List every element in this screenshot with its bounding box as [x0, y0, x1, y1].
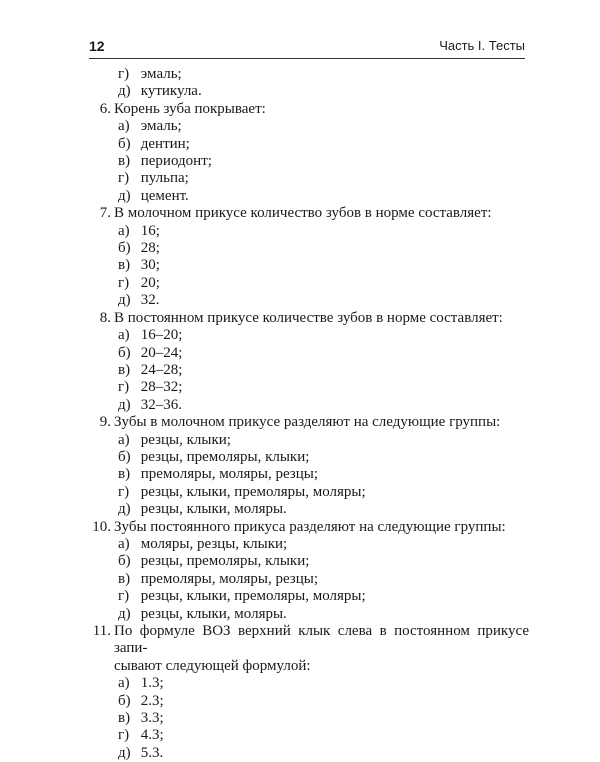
option-text: 5.3.: [140, 744, 164, 761]
option-letter: в): [118, 570, 131, 587]
question-number: 10.: [92, 518, 111, 535]
option-letter: а): [118, 327, 130, 344]
option-text: 16–20;: [140, 327, 183, 344]
option-text: премоляры, моляры, резцы;: [140, 570, 318, 587]
option: [89, 501, 529, 518]
option-letter: г): [118, 170, 130, 187]
option: [89, 275, 529, 292]
option: [89, 466, 529, 483]
option: [89, 553, 529, 570]
option-text: 16;: [140, 222, 160, 239]
question-text: В молочном прикусе количество зубов в норме составляет:: [114, 205, 492, 222]
question-line: [89, 101, 529, 118]
running-head: Часть I. Тесты: [439, 38, 525, 53]
option: [89, 693, 529, 710]
question-number: 9.: [99, 414, 111, 431]
question-line: [89, 623, 529, 658]
option-letter: а): [118, 431, 130, 448]
option: [89, 397, 529, 414]
question-text-continuation: сывают следующей формулой:: [114, 657, 311, 674]
question-line: [89, 519, 529, 536]
option-letter: в): [118, 153, 131, 170]
option-letter: а): [118, 535, 130, 552]
option: [89, 188, 529, 205]
option-text: 28;: [140, 240, 160, 257]
question-line: [89, 205, 529, 222]
question-11: [89, 623, 529, 762]
option: [89, 257, 529, 274]
option-text: 4.3;: [140, 727, 164, 744]
option-letter: д): [118, 83, 131, 100]
option-letter: а): [118, 222, 130, 239]
option-letter: б): [118, 448, 131, 465]
option-letter: д): [118, 396, 131, 413]
option-letter: б): [118, 240, 131, 257]
option: [89, 536, 529, 553]
question-8: [89, 310, 529, 414]
question-text: Зубы постоянного прикуса разделяют на следующие группы:: [114, 518, 506, 535]
option-letter: д): [118, 501, 131, 518]
option: [89, 345, 529, 362]
option-text: цемент.: [140, 187, 189, 204]
option-text: моляры, резцы, клыки;: [140, 535, 288, 552]
option-letter: а): [118, 118, 130, 135]
option-text: резцы, премоляры, клыки;: [140, 448, 310, 465]
option-text: 28–32;: [140, 379, 183, 396]
option: [89, 240, 529, 257]
option-text: эмаль;: [140, 118, 182, 135]
question-6: [89, 101, 529, 205]
option-text: дентин;: [140, 135, 190, 152]
option-letter: в): [118, 466, 131, 483]
option: [89, 675, 529, 692]
option-letter: г): [118, 588, 130, 605]
option: [89, 66, 529, 83]
option-letter: б): [118, 553, 131, 570]
question-line: [89, 414, 529, 431]
option-text: пульпа;: [140, 170, 189, 187]
option-letter: г): [118, 727, 130, 744]
option: [89, 153, 529, 170]
option-text: кутикула.: [140, 83, 202, 100]
option: [89, 136, 529, 153]
option: [89, 83, 529, 100]
option-text: резцы, клыки;: [140, 431, 231, 448]
option-text: 2.3;: [140, 692, 164, 709]
question-7: [89, 205, 529, 309]
question-number: 6.: [99, 100, 111, 117]
page-number: 12: [89, 38, 105, 54]
option-text: резцы, премоляры, клыки;: [140, 553, 310, 570]
option: [89, 292, 529, 309]
page-content: [89, 66, 529, 762]
option-letter: г): [118, 274, 130, 291]
option-text: резцы, клыки, моляры.: [140, 605, 287, 622]
option-text: эмаль;: [140, 66, 182, 82]
page-header: [89, 36, 525, 59]
option-letter: а): [118, 675, 130, 692]
question-number: 8.: [99, 309, 111, 326]
option-letter: в): [118, 361, 131, 378]
option-text: 20–24;: [140, 344, 183, 361]
option-letter: г): [118, 66, 130, 82]
option-letter: б): [118, 692, 131, 709]
option: [89, 571, 529, 588]
option-text: 1.3;: [140, 675, 164, 692]
option-text: 20;: [140, 274, 160, 291]
question-text: В постоянном прикусе количестве зубов в норме составляет:: [114, 309, 503, 326]
option-letter: д): [118, 744, 131, 761]
option-text: резцы, клыки, премоляры, моляры;: [140, 483, 366, 500]
option-text: 32–36.: [140, 396, 182, 413]
option: [89, 449, 529, 466]
option-letter: в): [118, 257, 131, 274]
option-text: 30;: [140, 257, 160, 274]
option-letter: в): [118, 710, 131, 727]
option-letter: г): [118, 379, 130, 396]
option-text: резцы, клыки, моляры.: [140, 501, 287, 518]
option: [89, 606, 529, 623]
option-letter: д): [118, 292, 131, 309]
option-text: резцы, клыки, премоляры, моляры;: [140, 588, 366, 605]
option: [89, 745, 529, 762]
option-letter: г): [118, 483, 130, 500]
option: [89, 170, 529, 187]
option: [89, 710, 529, 727]
question-text: Корень зуба покрывает:: [114, 100, 266, 117]
option-letter: б): [118, 135, 131, 152]
question-text: По формуле ВОЗ верхний клык слева в постоянном прикусе запи-: [114, 623, 529, 657]
option: [89, 588, 529, 605]
option-letter: д): [118, 605, 131, 622]
question-9: [89, 414, 529, 518]
option-letter: б): [118, 344, 131, 361]
option-letter: д): [118, 187, 131, 204]
question-10: [89, 519, 529, 623]
option: [89, 432, 529, 449]
option: [89, 118, 529, 135]
option-text: премоляры, моляры, резцы;: [140, 466, 318, 483]
option: [89, 484, 529, 501]
question-number: 7.: [99, 205, 111, 222]
option-text: периодонт;: [140, 153, 212, 170]
option-text: 24–28;: [140, 361, 183, 378]
option: [89, 379, 529, 396]
question-line: [89, 310, 529, 327]
option: [89, 223, 529, 240]
question-number: 11.: [92, 623, 111, 639]
option: [89, 327, 529, 344]
option-text: 3.3;: [140, 710, 164, 727]
option-text: 32.: [140, 292, 160, 309]
option: [89, 362, 529, 379]
question-text: Зубы в молочном прикусе разделяют на следующие группы:: [114, 414, 501, 431]
option: [89, 727, 529, 744]
